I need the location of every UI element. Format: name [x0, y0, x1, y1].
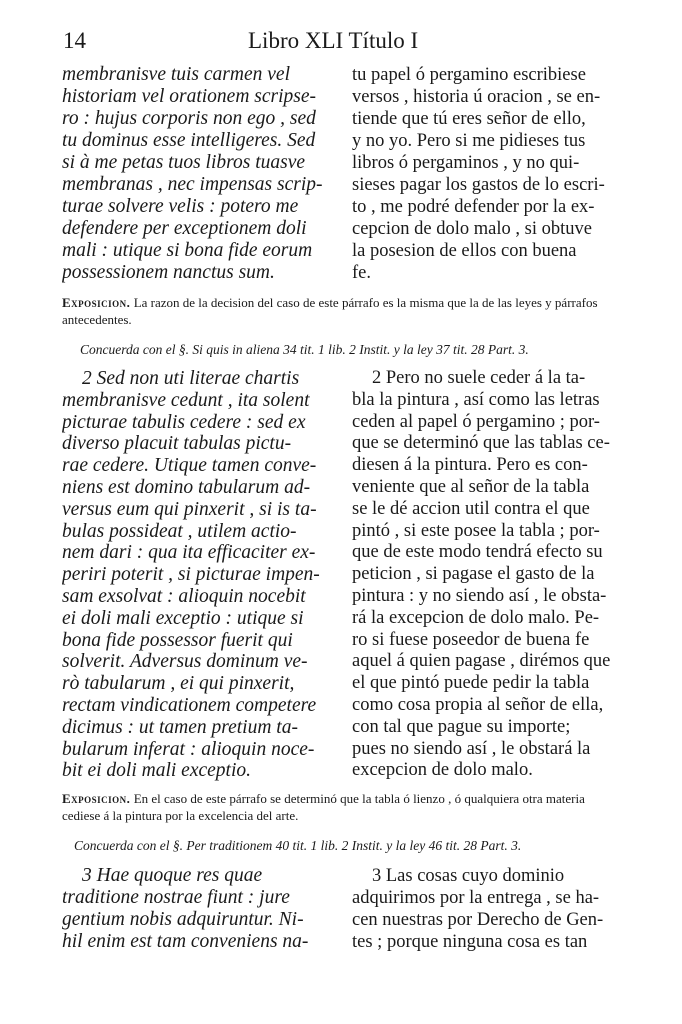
latin-line: sam exsolvat : alioquin nocebit	[62, 585, 306, 607]
latin-line: 3 Hae quoque res quae	[82, 865, 263, 886]
spanish-line: pintó , si este posee la tabla ; por-	[352, 520, 600, 541]
latin-line: membranas , nec impensas scrip-	[62, 174, 323, 195]
spanish-line: libros ó pergaminos , y no qui-	[352, 153, 580, 173]
latin-line: periri poterit , si picturae impen-	[62, 564, 320, 586]
spanish-line: ro si fuese poseedor de buena fe	[352, 629, 590, 650]
spanish-line: la posesion de ellos con buena	[352, 241, 577, 261]
latin-line: traditione nostrae fiunt : jure	[62, 887, 290, 908]
page-header	[0, 28, 682, 62]
concordance-line-1: Concuerda con el §. Si quis in aliena 34 tit. 1 lib. 2 Instit. y la ley 37 tit. 28 Part. 3.	[80, 342, 529, 357]
latin-line: nem dari : qua ita efficaciter ex-	[62, 542, 316, 564]
spanish-column-2	[352, 368, 622, 782]
spanish-line: con tal que pague su importe;	[352, 716, 571, 737]
latin-line: 2 Sed non uti literae chartis	[82, 368, 300, 389]
latin-line: possessionem nanctus sum.	[62, 262, 275, 283]
spanish-line: pues no siendo así , le obstará la	[352, 738, 591, 759]
spanish-line: sieses pagar los gastos de lo escri-	[352, 175, 605, 195]
latin-line: turae solvere velis : potero me	[62, 196, 299, 217]
spanish-line: ceden al papel ó pergamino ; por-	[352, 411, 600, 432]
exposition-label: Exposicion.	[62, 295, 131, 310]
latin-line: niens est domino tabularum ad-	[62, 476, 311, 498]
spanish-line: bla la pintura , así como las letras	[352, 389, 600, 410]
spanish-line: peticion , si pagase el gasto de la	[352, 564, 595, 585]
latin-line: versus eum qui pinxerit , si is ta-	[62, 498, 317, 520]
page-number: 14	[63, 28, 86, 53]
exposition-note-2	[62, 790, 622, 824]
spanish-line: que de este modo tendrá efecto su	[352, 542, 603, 563]
latin-line: ei doli mali exceptio : utique si	[62, 607, 304, 629]
exposition-text: En el caso de este párrafo se determinó que la tabla ó lienzo , ó qualquiera otra materia cediese á la pintura por la excelencia del arte.	[62, 791, 585, 823]
exposition-note-1	[62, 294, 622, 328]
running-title: Libro XLI Título I	[248, 28, 419, 53]
latin-line: si à me petas tuos libros tuasve	[62, 152, 306, 173]
spanish-line: tiende que tú eres señor de ello,	[352, 109, 586, 129]
latin-line: rae cedere. Utique tamen conve-	[62, 455, 317, 477]
exposition-label: Exposicion.	[62, 791, 131, 806]
latin-line: mali : utique si bona fide eorum	[62, 240, 313, 261]
latin-line: diverso placuit tabulas pictu-	[62, 433, 292, 455]
spanish-line: diesen á la pintura. Pero es con-	[352, 455, 588, 476]
latin-line: rectam vindicationem competere	[62, 694, 317, 716]
latin-line: membranisve cedunt , ita solent	[62, 389, 310, 411]
concordance-line-2: Concuerda con el §. Per traditionem 40 tit. 1 lib. 2 Instit. y la ley 46 tit. 28 Part. 3.	[74, 838, 522, 853]
latin-column-1	[62, 64, 336, 284]
latin-line: defendere per exceptionem doli	[62, 218, 307, 239]
spanish-line: y no yo. Pero si me pidieses tus	[352, 131, 586, 151]
latin-line: bulas possideat , utilem actio-	[62, 520, 297, 542]
latin-line: bit ei doli mali exceptio.	[62, 760, 251, 782]
latin-column-2	[62, 368, 336, 782]
exposition-text: La razon de la decision del caso de este párrafo es la misma que la de las leyes y párrafos antecedentes.	[62, 295, 598, 327]
latin-line: ro : hujus corporis non ego , sed	[62, 108, 316, 129]
spanish-line: pintura : y no siendo así , le obsta-	[352, 585, 607, 606]
latin-column-3	[62, 865, 336, 953]
spanish-column-3	[352, 865, 622, 953]
spanish-line: 2 Pero no suele ceder á la ta-	[372, 368, 586, 388]
spanish-line: to , me podré defender por la ex-	[352, 197, 595, 217]
latin-line: solverit. Adversus dominum ve-	[62, 651, 308, 673]
latin-line: dicimus : ut tamen pretium ta-	[62, 716, 298, 738]
spanish-line: rá la excepcion de dolo malo. Pe-	[352, 607, 600, 628]
spanish-column-1	[352, 64, 622, 284]
latin-line: gentium nobis adquiruntur. Ni-	[62, 909, 304, 930]
latin-line: bularum inferat : alioquin noce-	[62, 738, 315, 760]
latin-line: rò tabularum , ei qui pinxerit,	[62, 673, 295, 695]
spanish-line: como cosa propia al señor de ella,	[352, 694, 604, 715]
spanish-line: 3 Las cosas cuyo dominio	[372, 866, 565, 886]
spanish-line: fe.	[352, 263, 371, 283]
spanish-line: se le dé accion util contra el que	[352, 498, 590, 519]
spanish-line: adquirimos por la entrega , se ha-	[352, 888, 600, 908]
latin-line: historiam vel orationem scripse-	[62, 86, 317, 107]
spanish-line: tes ; porque ninguna cosa es tan	[352, 932, 588, 952]
latin-line: hil enim est tam conveniens na-	[62, 931, 309, 952]
latin-line: membranisve tuis carmen vel	[62, 64, 290, 85]
spanish-line: aquel á quien pagase , dirémos que	[352, 651, 611, 672]
spanish-line: versos , historia ú oracion , se en-	[352, 87, 601, 107]
latin-line: picturae tabulis cedere : sed ex	[62, 411, 306, 433]
spanish-line: cepcion de dolo malo , si obtuve	[352, 219, 592, 239]
latin-line: bona fide possessor fuerit qui	[62, 629, 293, 651]
latin-line: tu dominus esse intelligeres. Sed	[62, 130, 316, 151]
spanish-line: que se determinó que las tablas ce-	[352, 433, 610, 454]
spanish-line: veniente que al señor de la tabla	[352, 476, 590, 497]
spanish-line: excepcion de dolo malo.	[352, 760, 533, 781]
spanish-line: cen nuestras por Derecho de Gen-	[352, 910, 604, 930]
spanish-line: tu papel ó pergamino escribiese	[352, 65, 586, 85]
spanish-line: el que pintó puede pedir la tabla	[352, 673, 590, 694]
